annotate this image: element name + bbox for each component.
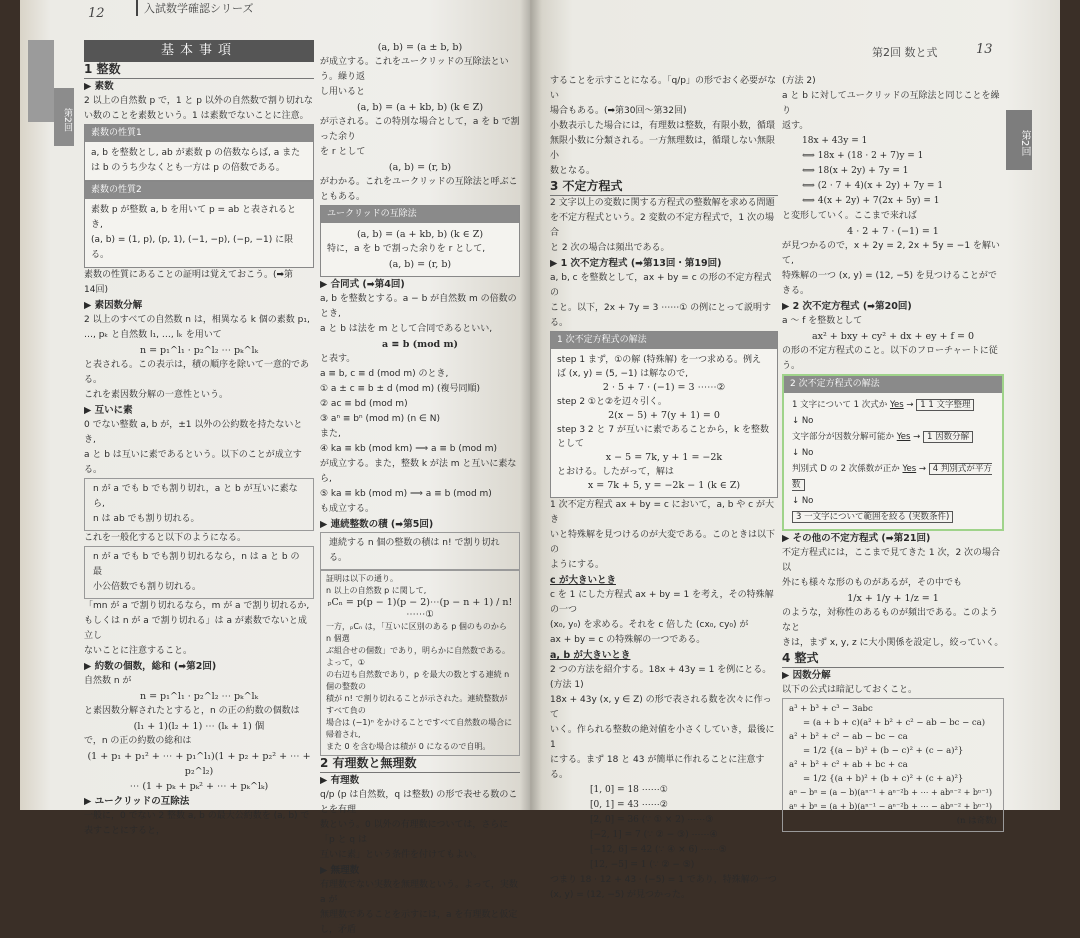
formula: ax² + bxy + cy² + dx + ey + f = 0 [811,331,975,342]
formula: x − 5 = 7k, y + 1 = −2k [605,452,723,463]
text-line: q/p (p は自然数，q は整数) の形で表せる数のことを有理 [320,790,518,815]
text-line: ① a ± c ≡ b ± d (mod m) (複号同順) [320,384,480,394]
text-line: a, b を整数とする。a − b が自然数 m の倍数のとき, [320,294,517,319]
euclid-box [320,205,520,277]
text-line: a, b, c を整数として，ax + by = c の形の不定方程式の [550,273,772,298]
quadratic-flowchart-box [782,374,1004,531]
text-line: 小公倍数でも割り切れる。 [93,582,202,592]
formula: (a, b) = (r, b) [388,162,452,173]
text-line: step 3 2 と 7 が互いに素であることから，k を整数 [557,425,770,435]
text-line: にする。まず 18 と 43 が簡単に作れることに注意する。 [550,755,765,780]
formula: = 1/2 {(a − b)² + (b − c)² + (c − a)²} [803,746,964,756]
box-heading: 1 次不定方程式の解法 [551,332,777,349]
subheading-quadratic: ▶ 2 次不定方程式 (➡第20回) [782,301,912,312]
text-line: と表される。この表示は，積の順序を除いて一意的である。 [84,360,310,385]
flow-yes-label: Yes [889,400,904,410]
left-series-title: 入試数学確認シリーズ [136,0,253,16]
formula: 1/x + 1/y + 1/z = 1 [847,593,939,604]
text-line: (x₀, y₀) を求める。それを c 倍した (cx₀, cy₀) が [550,620,749,630]
left-chapter-tab-back [28,40,54,122]
subheading-euclid: ▶ ユークリッドの互除法 [84,796,190,807]
text-line: い数のことを素数という。1 は素数でないことに注意。 [84,111,309,121]
left-chapter-tab: 第2回 [54,88,74,146]
text-line: つまり 18 · 12 + 43 · (−5) = 1 であり，特殊解の一つ [550,875,777,885]
box-heading: 素数の性質2 [85,182,313,199]
text-line: のような，対称性のあるものが頻出である。このようなと [782,608,999,633]
text-line: の形の不定方程式のこと。以下のフローチャートに従う。 [782,346,998,371]
formula: (l₁ + 1)(l₂ + 1) ⋯ (lₖ + 1) 個 [133,721,265,732]
text-line: 表すことにすると， [84,826,166,836]
text-line: も成立する。 [320,504,375,514]
text-line: c を 1 にした方程式 ax + by = 1 を考え，その特殊解の一つ [550,590,774,615]
text-line: また, [320,429,341,439]
text-line: 「mn が a で割り切れるなら，m が a で割り切れるか, [84,601,310,611]
subheading-consecutive: ▶ 連続整数の積 (➡第5回) [320,519,434,530]
right-folio: 13 [976,42,993,57]
flow-row-3: 判別式 D の 2 次係数が正か Yes → 4 判別式が平方数 [792,464,992,490]
text-line: と 2 次の場合は頻出である。 [550,243,670,253]
flow-question: 判別式 D の 2 次係数が正か [792,464,900,474]
formula: x = 7k + 5, y = −2k − 1 (k ∈ Z) [587,480,741,491]
equation-line: [12, −5] = 1 (∵ ② − ⑤) [590,860,695,870]
text-line: として [557,439,585,449]
text-line: 場合もある。(➡第30回〜第32回) [550,106,687,116]
text-line: がわかる。これをユークリッドの互除法と呼ぶこともある。 [320,177,518,202]
right-chapter-tab: 第2回 [1006,110,1032,170]
text-line: a と b は互いに素であるという。以下のことが成立する。 [84,450,302,475]
text-line: 一般に，0 でない 2 整数 a, b の最大公約数を (a, b) で [84,811,310,821]
text-line: 18x + 43y (x, y ∈ Z) の形で表される数を次々に作って [550,695,772,720]
text-line: の右辺も自然数であり，p を最大の数とする連続 n 個の整数の [326,670,510,691]
text-line: 2 つの方法を紹介する。18x + 43y = 1 を例にとる。 [550,665,772,675]
equation-line: [−12, 6] = 42 (∵ ④ × 6) ⋯⋯⑤ [590,845,727,855]
formula-box [782,698,1004,832]
text-line: と変形していく。ここまで来れば [782,211,917,221]
formula: n = p₁^l₁ · p₂^l₂ ⋯ pₖ^lₖ [139,345,259,356]
text-line: 無限小数に分類される。一方無理数は，循環しない無限小 [550,136,776,161]
prime-property-box-2 [84,181,314,268]
text-line: これを一般化すると以下のようになる。 [84,533,247,543]
box-heading: 素数の性質1 [85,125,313,142]
heading-integers: 1 整数 [84,62,314,79]
formula: 2(x − 5) + 7(y + 1) = 0 [608,410,720,421]
equation-line: [1, 0] = 18 ⋯⋯① [590,785,668,795]
subheading-ab-large: a, b が大きいとき [550,650,631,661]
text-line: 互いに素」という条件を付けてもよい。 [320,850,483,860]
flow-yes-label: Yes [896,432,911,442]
text-line: (a, b) = (1, p), (p, 1), (−1, −p), (−p, −1) に限る。 [91,235,294,260]
text-line: 外にも様々な形のものがあるが，その中でも [782,578,963,588]
transformation-list [782,134,1004,209]
flow-question: 文字部分が因数分解可能か [792,432,895,442]
flow-result: 3 一文字について範囲を絞る (実数条件) [792,511,953,523]
equation-line: ⟺ (2 · 7 + 4)(x + 2y) + 7y = 1 [802,181,944,191]
prime-property-box-1 [84,124,314,181]
text-line: 積が n! で割り切れることが示された。連続整数がすべて負の [326,694,508,715]
text-line: 0 でない整数 a, b が，±1 以外の公約数を持たないとき, [84,420,303,445]
text-line: し用いると [320,87,366,97]
flow-result: 1 因数分解 [923,431,973,443]
text-line: ようにする。 [550,560,605,570]
formula: aⁿ + bⁿ = (a + b)(aⁿ⁻¹ − aⁿ⁻²b + ⋯ − abⁿ⁻² + bⁿ⁻¹) [789,802,992,811]
text-line: ぶ組合せの個数」であり，明らかに自然数である。よって，① [326,646,510,667]
subheading-coprime: ▶ 互いに素 [84,405,133,416]
flow-result: 4 判別式が平方数 [792,464,992,490]
lcm-box [84,546,314,599]
column-2 [320,40,520,938]
formula: = 1/2 {(a + b)² + (b + c)² + (c + a)²} [803,774,964,784]
text-line: 1 次不定方程式 ax + by = c において，a, b や c が大き [550,500,774,525]
text-line: n が a でも b でも割り切れるなら，n は a と b の最 [93,552,300,577]
text-line: が見つかるので，x + 2y = 2, 2x + 5y = −1 を解いて, [782,241,1000,266]
column-3 [550,74,778,903]
formula: (1 + p₁ + p₁² + ⋯ + p₁^l₁)(1 + p₂ + p₂² + ⋯ + p₂^l₂) [87,751,311,777]
text-line: と素因数分解されたとすると，n の正の約数の個数は [84,706,300,716]
formula-note: (n は奇数) [956,816,997,826]
formula: a³ + b³ + c³ − 3abc [789,704,873,714]
equation-line: [2, 0] = 36 (∵ ① × 2) ⋯⋯③ [590,815,714,825]
text-line: を不定方程式という。2 変数の不定方程式で，1 次の場合 [550,213,774,238]
text-line: 返す。 [782,121,809,131]
subheading-linear: ▶ 1 次不定方程式 (➡第13回・第19回) [550,258,722,269]
heading-polynomial: 4 整式 [782,651,1004,668]
column-1 [84,40,314,839]
formula: 2 · 5 + 7 · (−1) = 3 ⋯⋯② [602,382,726,393]
subheading-rational: ▶ 有理数 [320,775,360,786]
text-line: で，n の正の約数の総和は [84,736,192,746]
proof-box [320,570,520,756]
text-line: 特殊解の一つ (x, y) = (12, −5) を見つけることができる。 [782,271,997,296]
column-4 [782,74,1004,832]
text-line: ③ aⁿ ≡ bⁿ (mod m) (n ∈ N) [320,414,440,424]
text-line: とおける。したがって，解は [557,467,674,477]
text-line: a 〜 f を整数として [782,316,863,326]
text-line: a ≡ b, c ≡ d (mod m) のとき, [320,369,449,379]
box-heading: ユークリッドの互除法 [321,206,519,223]
equation-line: ⟺ 4(x + 2y) + 7(2x + 5y) = 1 [802,196,940,206]
text-line: が成立する。また，整数 k が法 m と互いに素なら, [320,459,517,484]
subheading-congruence: ▶ 合同式 (➡第4回) [320,279,405,290]
book-gutter [520,0,542,810]
formula: n = p₁^l₁ · p₂^l₂ ⋯ pₖ^lₖ [139,691,259,702]
box-heading: 2 次不定方程式の解法 [784,376,1002,393]
text-line: は b のうち少なくとも一方は p の倍数である。 [91,163,285,173]
left-folio: 12 [88,6,105,21]
equation-line: [0, 1] = 43 ⋯⋯② [590,800,668,810]
text-line: きは，まず x, y, z に大小関係を設定し，絞っていく。 [782,638,1004,648]
flow-row-1: 1 文字について 1 次式か Yes → 1 1 文字整理 [792,397,994,413]
heading-rational: 2 有理数と無理数 [320,756,520,773]
text-line: これを素因数分解の一意性という。 [84,390,229,400]
text-line: 無理数であることを示すには，a を有理数と仮定し，矛盾 [320,910,518,935]
subheading-factoring: ▶ 因数分解 [782,670,831,681]
subheading-divisors: ▶ 約数の個数，総和 (➡第2回) [84,661,217,672]
equation-list [550,783,778,873]
text-line: もしくは n が a で割り切れる」は a が素数でないと成立し [84,616,307,641]
text-line: 場合は (−1)ⁿ をかけることですべて自然数の場合に帰着され, [326,718,513,739]
text-line: 14回) [84,285,108,295]
flow-row-2: 文字部分が因数分解可能か Yes → 1 因数分解 [792,429,994,445]
text-line: 2 以上の自然数 p で，1 と p 以外の自然数で割り切れな [84,96,313,106]
formula: (a, b) = (a ± b, b) [377,42,463,53]
formula: (a, b) = (r, b) [388,259,452,270]
formula: = (a + b + c)(a² + b² + c² − ab − bc − ca) [803,718,986,728]
text-line: 自然数 n が [84,676,132,686]
text-line: 素数の性質にあることの証明は覚えておこう。(➡第 [84,270,294,280]
subheading-irrational: ▶ 無理数 [320,865,360,876]
section-title-basics: 基本事項 [84,40,314,62]
text-line: ⑤ ka ≡ kb (mod m) ⟹ a ≡ b (mod m) [320,489,492,499]
formula: a² + b² + c² − ab − bc − ca [789,732,908,742]
text-line: 有理数でない実数を無理数という。よって，実数 a が [320,880,518,905]
text-line: 不定方程式には，ここまで見てきた 1 次，2 次の場合以 [782,548,1001,573]
text-line: こと。以下，2x + 7y = 3 ⋯⋯① の例にとって説明する。 [550,303,771,328]
text-line: 以下の公式は暗記しておくこと。 [782,685,918,695]
flow-question: 1 文字について 1 次式か [792,400,888,410]
formula: a² + b² + c² + ab + bc + ca [789,760,908,770]
text-line: a と b は法を m として合同であるといい, [320,324,493,334]
text-line: …, pₖ と自然数 l₁, …, lₖ を用いて [84,330,222,340]
text-line: が示される。この特別な場合として，a を b で割った余り [320,117,520,142]
text-line: (x, y) = (12, −5) が見つかった。 [550,890,690,900]
text-line: 一方，ₚCₙ は，「互いに区別のある p 個のものから n 個選 [326,622,507,643]
text-line: 2 文字以上の変数に関する方程式の整数解を求める問題 [550,198,775,208]
heading-diophantine: 3 不定方程式 [550,179,778,196]
equation-line: [−2, 1] = 7 (∵ ② − ③) ⋯⋯④ [590,830,718,840]
formula: ₚCₙ = p(p − 1)(p − 2)⋯(p − n + 1) / n! ⋯⋯① [327,597,513,620]
consecutive-box: 連続する n 個の整数の積は n! で割り切れる。 [320,532,520,570]
text-line: を r として [320,147,366,157]
text-line: a, b を整数とし, ab が素数 p の倍数ならば, a また [91,148,301,158]
equation-line: ⟺ 18x + (18 · 2 + 7)y = 1 [802,151,924,161]
flow-no-label: ↓ No [792,448,814,458]
text-line: また 0 を含む場合は積が 0 になるので自明。 [326,742,491,751]
right-chapter-title: 第2回 数と式 [872,46,938,59]
subheading-factorization: ▶ 素因数分解 [84,300,143,311]
text-line: いと特殊解を見つけるのが大変である。このときは以下の [550,530,776,555]
flow-no-label: ↓ No [792,496,814,506]
equation-line: ⟺ 18(x + 2y) + 7y = 1 [802,166,909,176]
text-line: 2 以上のすべての自然数 n は，相異なる k 個の素数 p₁, [84,315,310,325]
text-line: (方法 2) [782,76,816,86]
subheading-c-large: c が大きいとき [550,575,616,586]
text-line: ② ac ≡ bd (mod m) [320,399,408,409]
text-line: ば (x, y) = (5, −1) は解なので, [557,369,688,379]
coprime-box [84,478,314,531]
flow-result: 1 1 文字整理 [916,399,974,411]
text-line: 小数表示した場合には，有理数は整数，有限小数，循環 [550,121,776,131]
formula: 4 · 2 + 7 · (−1) = 1 [847,226,939,237]
equation-line: 18x + 43y = 1 [802,136,868,146]
formula: (a, b) = (a + kb, b) (k ∈ Z) [356,102,484,113]
formula: aⁿ − bⁿ = (a − b)(aⁿ⁻¹ + aⁿ⁻²b + ⋯ + abⁿ⁻² + bⁿ⁻¹) [789,788,992,797]
subheading-prime: ▶ 素数 [84,81,114,92]
formula: ⋯ (1 + pₖ + pₖ² + ⋯ + pₖ^lₖ) [129,781,269,792]
formula: a ≡ b (mod m) [381,339,459,350]
text-line: ax + by = c の特殊解の一つである。 [550,635,706,645]
text-line: 数という。0 以外の有理数については，さらに「p と q は [320,820,509,845]
text-line: 素数 p が整数 a, b を用いて p = ab と表されるとき, [91,205,297,230]
text-line: 数となる。 [550,166,596,176]
text-line: n 以上の自然数 p に関して, [326,586,427,595]
text-line: が成立する。これをユークリッドの互除法という。繰り返 [320,57,509,82]
linear-solution-box [550,331,778,498]
subheading-other: ▶ その他の不定方程式 (➡第21回) [782,533,931,544]
text-line: (方法 1) [550,680,584,690]
text-line: と表す。 [320,354,356,364]
text-line: 証明は以下の通り。 [326,574,398,583]
text-line: step 1 まず，①の解 (特殊解) を一つ求める。例え [557,355,762,365]
text-line: ④ ka ≡ kb (mod km) ⟹ a ≡ b (mod m) [320,444,498,454]
flow-yes-label: Yes [902,464,917,474]
text-line: することを示すことになる。「q/p」の形でおく必要がない [550,76,776,101]
text-line: 特に，a を b で割った余りを r として, [327,244,486,254]
text-line: n が a でも b でも割り切れ，a と b が互いに素なら, [93,484,298,509]
text-line: a と b に対してユークリッドの互除法と同じことを繰り [782,91,1000,116]
flow-no-label: ↓ No [792,416,814,426]
text-line: step 2 ①と②を辺々引く。 [557,397,667,407]
text-line: n は ab でも割り切れる。 [93,514,200,524]
text-line: ないことに注意すること。 [84,646,193,656]
text-line: いく。作られる整数の絶対値を小さくしていき，最後に 1 [550,725,775,750]
formula: (a, b) = (a + kb, b) (k ∈ Z) [356,229,484,240]
